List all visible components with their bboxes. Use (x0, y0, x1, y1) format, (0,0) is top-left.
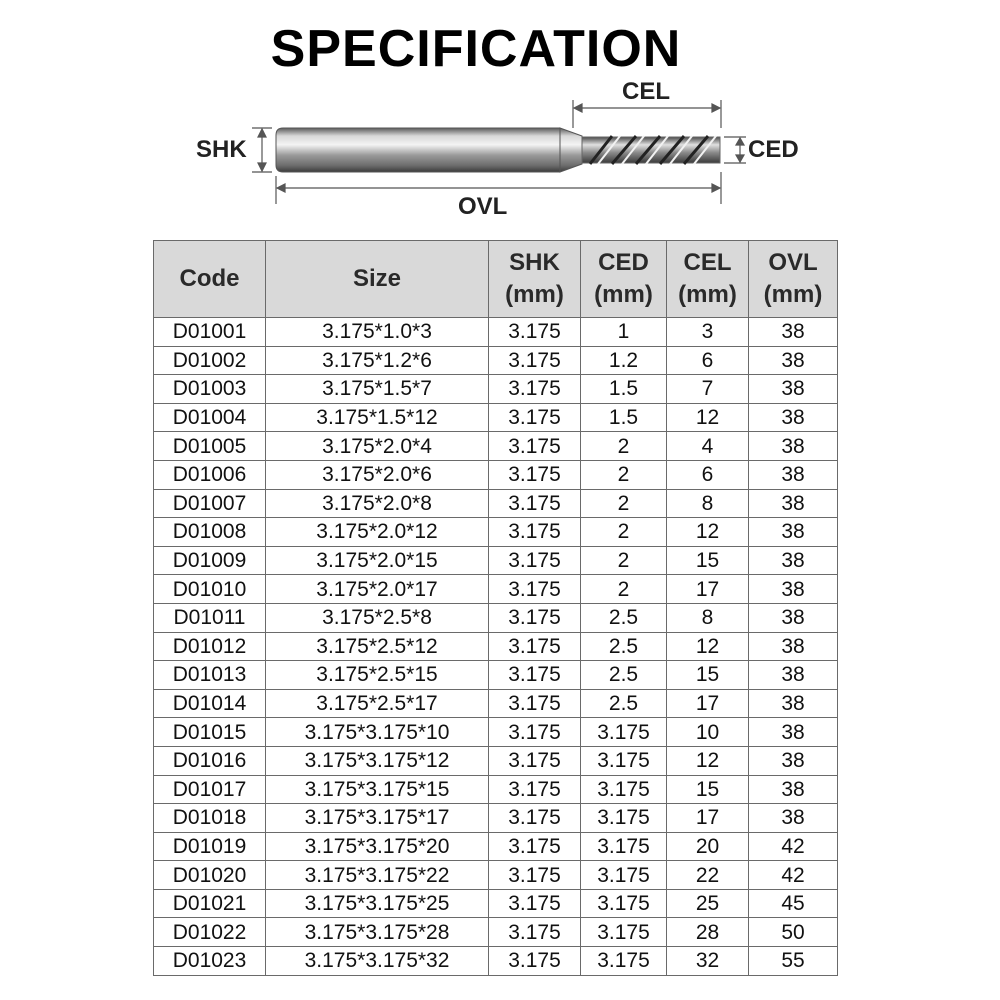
cell-code: D01020 (154, 861, 266, 890)
header-code-label: Code (179, 265, 240, 292)
table-row (154, 832, 838, 861)
cell-cel: 15 (667, 546, 749, 575)
cell-ced: 1 (581, 318, 667, 347)
cell-shk: 3.175 (489, 546, 581, 575)
cell-cel: 12 (667, 403, 749, 432)
header-ced-label: CED (598, 249, 649, 276)
cell-code: D01008 (154, 518, 266, 547)
end-mill-diagram (0, 80, 1000, 230)
header-ovl-unit: (mm) (763, 281, 823, 308)
cell-ced: 1.5 (581, 375, 667, 404)
cell-ovl: 50 (749, 918, 838, 947)
header-cel-label: CEL (683, 249, 732, 276)
cell-size: 3.175*3.175*10 (266, 718, 489, 747)
cell-code: D01015 (154, 718, 266, 747)
cell-shk: 3.175 (489, 489, 581, 518)
cell-size: 3.175*3.175*20 (266, 832, 489, 861)
cell-size: 3.175*3.175*12 (266, 746, 489, 775)
cell-ced: 2.5 (581, 632, 667, 661)
cell-shk: 3.175 (489, 889, 581, 918)
cell-code: D01021 (154, 889, 266, 918)
cell-shk: 3.175 (489, 661, 581, 690)
table-row (154, 460, 838, 489)
table-row (154, 804, 838, 833)
table-row (154, 661, 838, 690)
cell-shk: 3.175 (489, 375, 581, 404)
cell-shk: 3.175 (489, 861, 581, 890)
cell-size: 3.175*3.175*32 (266, 947, 489, 976)
table-row (154, 889, 838, 918)
header-ced (581, 241, 667, 318)
cell-code: D01023 (154, 947, 266, 976)
cell-code: D01016 (154, 746, 266, 775)
table-row (154, 518, 838, 547)
cell-cel: 15 (667, 661, 749, 690)
cell-cel: 17 (667, 804, 749, 833)
table-row (154, 489, 838, 518)
cell-size: 3.175*3.175*17 (266, 804, 489, 833)
header-code (154, 241, 266, 318)
cell-size: 3.175*2.0*4 (266, 432, 489, 461)
cell-ovl: 38 (749, 689, 838, 718)
cell-ced: 2 (581, 489, 667, 518)
cell-shk: 3.175 (489, 603, 581, 632)
cell-size: 3.175*2.0*12 (266, 518, 489, 547)
cell-code: D01005 (154, 432, 266, 461)
cell-ced: 3.175 (581, 746, 667, 775)
cell-ced: 2.5 (581, 603, 667, 632)
table-row (154, 575, 838, 604)
cell-cel: 4 (667, 432, 749, 461)
cell-shk: 3.175 (489, 432, 581, 461)
cell-shk: 3.175 (489, 689, 581, 718)
cell-cel: 8 (667, 603, 749, 632)
cell-ced: 2 (581, 432, 667, 461)
cell-cel: 6 (667, 460, 749, 489)
cell-ced: 1.2 (581, 346, 667, 375)
cell-cel: 17 (667, 689, 749, 718)
cell-ovl: 38 (749, 403, 838, 432)
cel-label: CEL (622, 78, 670, 105)
header-ced-unit: (mm) (594, 281, 653, 308)
cell-ovl: 38 (749, 318, 838, 347)
cell-code: D01002 (154, 346, 266, 375)
table-row (154, 632, 838, 661)
cell-ced: 3.175 (581, 947, 667, 976)
cell-shk: 3.175 (489, 318, 581, 347)
cell-size: 3.175*2.5*17 (266, 689, 489, 718)
cell-ced: 3.175 (581, 718, 667, 747)
table-row (154, 318, 838, 347)
cell-ovl: 38 (749, 746, 838, 775)
cell-ced: 2 (581, 546, 667, 575)
cell-ovl: 38 (749, 718, 838, 747)
cell-shk: 3.175 (489, 632, 581, 661)
cell-ovl: 38 (749, 432, 838, 461)
cell-cel: 28 (667, 918, 749, 947)
table-row (154, 346, 838, 375)
cell-code: D01022 (154, 918, 266, 947)
cell-ovl: 55 (749, 947, 838, 976)
cell-ced: 3.175 (581, 861, 667, 890)
cell-shk: 3.175 (489, 775, 581, 804)
cell-size: 3.175*3.175*25 (266, 889, 489, 918)
cell-cel: 15 (667, 775, 749, 804)
table-header-row (154, 241, 838, 318)
cell-shk: 3.175 (489, 832, 581, 861)
cell-ced: 3.175 (581, 832, 667, 861)
cell-shk: 3.175 (489, 575, 581, 604)
ovl-label: OVL (458, 193, 508, 220)
ced-dimension-line (724, 137, 746, 163)
cell-size: 3.175*2.5*8 (266, 603, 489, 632)
cell-ovl: 38 (749, 804, 838, 833)
table-row (154, 403, 838, 432)
cell-cel: 32 (667, 947, 749, 976)
cell-code: D01013 (154, 661, 266, 690)
table-body (154, 318, 838, 976)
cell-ovl: 42 (749, 832, 838, 861)
cell-size: 3.175*1.2*6 (266, 346, 489, 375)
taper-shape (560, 128, 582, 172)
header-ovl-label: OVL (768, 249, 818, 276)
cell-code: D01001 (154, 318, 266, 347)
cell-ovl: 38 (749, 575, 838, 604)
shank-shape (276, 128, 560, 172)
cell-code: D01014 (154, 689, 266, 718)
cell-code: D01003 (154, 375, 266, 404)
header-ovl (749, 241, 838, 318)
cell-code: D01006 (154, 460, 266, 489)
cell-ovl: 38 (749, 518, 838, 547)
cell-size: 3.175*2.0*8 (266, 489, 489, 518)
cell-shk: 3.175 (489, 718, 581, 747)
cell-ced: 3.175 (581, 918, 667, 947)
cell-code: D01018 (154, 804, 266, 833)
header-size (266, 241, 489, 318)
cell-code: D01017 (154, 775, 266, 804)
cell-code: D01011 (154, 603, 266, 632)
cell-cel: 6 (667, 346, 749, 375)
cell-code: D01007 (154, 489, 266, 518)
cell-ovl: 42 (749, 861, 838, 890)
cell-size: 3.175*3.175*28 (266, 918, 489, 947)
header-cel (667, 241, 749, 318)
cell-cel: 3 (667, 318, 749, 347)
table-row (154, 746, 838, 775)
cell-ovl: 38 (749, 460, 838, 489)
cell-ced: 2.5 (581, 689, 667, 718)
table-row (154, 546, 838, 575)
cell-shk: 3.175 (489, 403, 581, 432)
cell-ced: 2.5 (581, 661, 667, 690)
header-shk (489, 241, 581, 318)
cell-ovl: 38 (749, 489, 838, 518)
table-row (154, 775, 838, 804)
cell-size: 3.175*1.5*7 (266, 375, 489, 404)
cell-code: D01010 (154, 575, 266, 604)
cell-cel: 8 (667, 489, 749, 518)
cell-size: 3.175*2.0*15 (266, 546, 489, 575)
cell-shk: 3.175 (489, 947, 581, 976)
cell-cel: 22 (667, 861, 749, 890)
cell-shk: 3.175 (489, 746, 581, 775)
table-row (154, 432, 838, 461)
cell-cel: 25 (667, 889, 749, 918)
cell-size: 3.175*1.0*3 (266, 318, 489, 347)
cell-size: 3.175*2.5*15 (266, 661, 489, 690)
cell-ovl: 38 (749, 375, 838, 404)
cell-ced: 3.175 (581, 889, 667, 918)
cell-ced: 2 (581, 460, 667, 489)
cell-ovl: 38 (749, 346, 838, 375)
cell-code: D01019 (154, 832, 266, 861)
cell-ovl: 38 (749, 632, 838, 661)
table-row (154, 947, 838, 976)
shk-dimension-line (252, 128, 272, 172)
header-shk-unit: (mm) (505, 281, 564, 308)
cell-ced: 3.175 (581, 804, 667, 833)
cell-ced: 3.175 (581, 775, 667, 804)
cell-code: D01004 (154, 403, 266, 432)
cell-cel: 7 (667, 375, 749, 404)
cell-shk: 3.175 (489, 918, 581, 947)
cell-ced: 2 (581, 575, 667, 604)
table-row (154, 689, 838, 718)
page-title: SPECIFICATION (270, 20, 682, 78)
cell-code: D01009 (154, 546, 266, 575)
cell-cel: 20 (667, 832, 749, 861)
cell-cel: 10 (667, 718, 749, 747)
cell-cel: 17 (667, 575, 749, 604)
table-row (154, 918, 838, 947)
cell-cel: 12 (667, 746, 749, 775)
cell-shk: 3.175 (489, 804, 581, 833)
header-cel-unit: (mm) (678, 281, 737, 308)
cell-shk: 3.175 (489, 460, 581, 489)
table-row (154, 718, 838, 747)
cell-ced: 1.5 (581, 403, 667, 432)
shk-label: SHK (196, 136, 247, 163)
header-size-label: Size (352, 265, 402, 292)
cell-size: 3.175*2.0*17 (266, 575, 489, 604)
cell-ovl: 45 (749, 889, 838, 918)
cell-ovl: 38 (749, 603, 838, 632)
table-row (154, 861, 838, 890)
cell-shk: 3.175 (489, 518, 581, 547)
cell-ced: 2 (581, 518, 667, 547)
cell-ovl: 38 (749, 661, 838, 690)
cell-size: 3.175*3.175*22 (266, 861, 489, 890)
cell-shk: 3.175 (489, 346, 581, 375)
cell-size: 3.175*3.175*15 (266, 775, 489, 804)
table-row (154, 603, 838, 632)
cell-size: 3.175*1.5*12 (266, 403, 489, 432)
cell-size: 3.175*2.0*6 (266, 460, 489, 489)
cell-code: D01012 (154, 632, 266, 661)
cell-size: 3.175*2.5*12 (266, 632, 489, 661)
cell-cel: 12 (667, 632, 749, 661)
cell-ovl: 38 (749, 546, 838, 575)
ced-label: CED (748, 136, 799, 163)
cell-ovl: 38 (749, 775, 838, 804)
flute-shape (582, 136, 720, 164)
table-row (154, 375, 838, 404)
cell-cel: 12 (667, 518, 749, 547)
specification-table (153, 240, 838, 976)
header-shk-label: SHK (509, 249, 560, 276)
